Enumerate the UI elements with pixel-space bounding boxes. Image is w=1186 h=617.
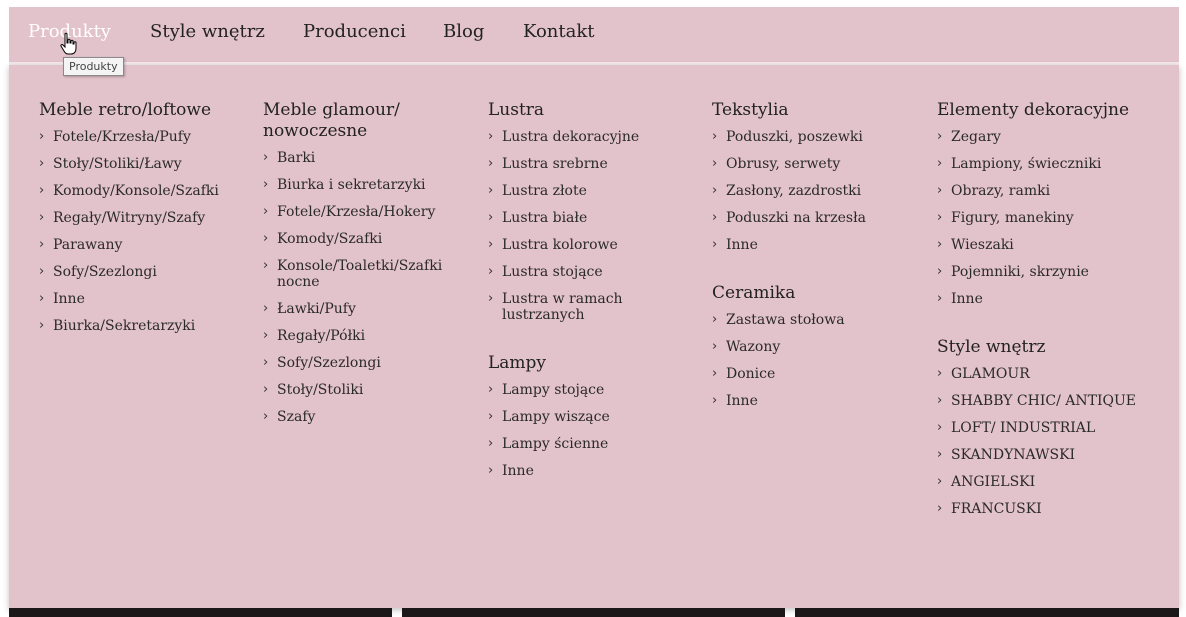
menu-link-label: Inne (53, 291, 85, 307)
menu-link-lustra-biale[interactable] (488, 210, 688, 226)
menu-link-inne[interactable] (712, 237, 912, 253)
hand-cursor-icon (59, 32, 79, 56)
chevron-right-icon: › (39, 318, 45, 333)
menu-link-label: Regały/Witryny/Szafy (53, 210, 206, 226)
menu-link-lampiony-swieczniki[interactable] (937, 156, 1137, 172)
chevron-right-icon: › (263, 382, 269, 397)
menu-link-label: Lustra stojące (502, 264, 603, 280)
chevron-right-icon: › (263, 204, 269, 219)
menu-link-regaly-witryny-szafy[interactable] (39, 210, 239, 226)
menu-link-label: Inne (726, 393, 758, 409)
menu-link-francuski[interactable] (937, 501, 1137, 517)
menu-link-label: Figury, manekiny (951, 210, 1074, 226)
nav-item-produkty[interactable]: Produkty (28, 21, 111, 42)
chevron-right-icon: › (488, 291, 494, 306)
nav-item-blog[interactable]: Blog (443, 21, 485, 42)
chevron-right-icon: › (263, 409, 269, 424)
menu-link-label: Fotele/Krzesła/Hokery (277, 204, 436, 220)
chevron-right-icon: › (263, 231, 269, 246)
chevron-right-icon: › (263, 355, 269, 370)
menu-link-label: Konsole/Toaletki/Szafki nocne (277, 258, 443, 290)
chevron-right-icon: › (937, 264, 943, 279)
chevron-right-icon: › (263, 301, 269, 316)
menu-group-lampy (488, 353, 688, 479)
menu-link-label: Donice (726, 366, 776, 382)
menu-link-lustra-w-ramach-lustrzanych[interactable] (488, 291, 688, 323)
nav-item-style-wnetrz[interactable]: Style wnętrz (150, 21, 265, 42)
menu-link-lustra-srebrne[interactable] (488, 156, 688, 172)
chevron-right-icon: › (937, 366, 943, 381)
chevron-right-icon: › (263, 258, 269, 273)
menu-link-label: Szafy (277, 409, 316, 425)
menu-link-label: FRANCUSKI (951, 501, 1042, 517)
menu-link-label: Komody/Szafki (277, 231, 383, 247)
chevron-right-icon: › (488, 129, 494, 144)
menu-link-sofy-szezlongi[interactable] (263, 355, 463, 371)
chevron-right-icon: › (39, 129, 45, 144)
menu-link-figury-manekiny[interactable] (937, 210, 1137, 226)
menu-link-sofy-szezlongi[interactable] (39, 264, 239, 280)
menu-link-lustra-stojace[interactable] (488, 264, 688, 280)
menu-link-label: Lustra białe (502, 210, 588, 226)
chevron-right-icon: › (712, 393, 718, 408)
nav-tooltip: Produkty (63, 57, 124, 76)
main-navigation (9, 7, 1179, 62)
chevron-right-icon: › (712, 183, 718, 198)
menu-link-konsole-toaletki-szafki-nocne[interactable] (263, 258, 463, 290)
menu-link-skandynawski[interactable] (937, 447, 1137, 463)
menu-link-label: Biurka i sekretarzyki (277, 177, 426, 193)
menu-group-lustra (488, 100, 688, 323)
menu-link-parawany[interactable] (39, 237, 239, 253)
chevron-right-icon: › (937, 156, 943, 171)
menu-link-label: Poduszki na krzesła (726, 210, 866, 226)
menu-link-label: Wieszaki (951, 237, 1014, 253)
chevron-right-icon: › (937, 501, 943, 516)
menu-link-label: Sofy/Szezlongi (277, 355, 381, 371)
menu-column-3 (488, 100, 688, 509)
chevron-right-icon: › (488, 463, 494, 478)
menu-link-label: Pojemniki, skrzynie (951, 264, 1089, 280)
chevron-right-icon: › (712, 366, 718, 381)
menu-link-label: SKANDYNAWSKI (951, 447, 1076, 463)
chevron-right-icon: › (263, 150, 269, 165)
menu-link-label: Lustra kolorowe (502, 237, 618, 253)
chevron-right-icon: › (39, 237, 45, 252)
menu-link-label: Inne (951, 291, 983, 307)
menu-group-title[interactable]: Meble glamour/ nowoczesne (263, 100, 400, 141)
menu-link-inne[interactable] (488, 463, 688, 479)
chevron-right-icon: › (937, 291, 943, 306)
menu-link-lustra-zlote[interactable] (488, 183, 688, 199)
menu-link-label: Stoły/Stoliki (277, 382, 364, 398)
menu-link-wieszaki[interactable] (937, 237, 1137, 253)
menu-link-donice[interactable] (712, 366, 912, 382)
chevron-right-icon: › (488, 183, 494, 198)
chevron-right-icon: › (39, 210, 45, 225)
menu-group-style-wnetrz (937, 337, 1137, 517)
chevron-right-icon: › (937, 183, 943, 198)
menu-group-title[interactable]: Lustra (488, 100, 545, 120)
nav-item-kontakt[interactable]: Kontakt (523, 21, 595, 42)
menu-link-inne[interactable] (39, 291, 239, 307)
chevron-right-icon: › (39, 264, 45, 279)
menu-link-label: Inne (726, 237, 758, 253)
menu-group-title[interactable]: Meble retro/loftowe (39, 100, 212, 120)
menu-link-label: Lustra dekoracyjne (502, 129, 640, 145)
menu-group-title[interactable]: Lampy (488, 353, 547, 373)
menu-link-label: Barki (277, 150, 316, 166)
menu-link-label: Ławki/Pufy (277, 301, 356, 317)
menu-link-label: Biurka/Sekretarzyki (53, 318, 196, 334)
menu-link-lampy-wiszace[interactable] (488, 409, 688, 425)
menu-link-label: Sofy/Szezlongi (53, 264, 157, 280)
menu-link-label: GLAMOUR (951, 366, 1030, 382)
menu-link-zastawa-stolowa[interactable] (712, 312, 912, 328)
chevron-right-icon: › (937, 420, 943, 435)
menu-group-meble-retro-loftowe (39, 100, 239, 334)
menu-link-komody-szafki[interactable] (263, 231, 463, 247)
menu-link-komody-konsole-szafki[interactable] (39, 183, 239, 199)
menu-link-biurka-i-sekretarzyki[interactable] (263, 177, 463, 193)
menu-link-label: Zasłony, zazdrostki (726, 183, 862, 199)
menu-column-1 (39, 100, 239, 364)
mega-menu-panel (9, 65, 1179, 608)
menu-link-lampy-scienne[interactable] (488, 436, 688, 452)
chevron-right-icon: › (488, 210, 494, 225)
menu-group-tekstylia (712, 100, 912, 253)
menu-link-label: Zastawa stołowa (726, 312, 845, 328)
menu-link-inne[interactable] (712, 393, 912, 409)
chevron-right-icon: › (712, 210, 718, 225)
menu-link-label: Parawany (53, 237, 123, 253)
menu-link-label: Fotele/Krzesła/Pufy (53, 129, 191, 145)
chevron-right-icon: › (488, 237, 494, 252)
menu-link-biurka-sekretarzyki[interactable] (39, 318, 239, 334)
chevron-right-icon: › (39, 183, 45, 198)
menu-link-label: Lampiony, świeczniki (951, 156, 1102, 172)
menu-link-poduszki-poszewki[interactable] (712, 129, 912, 145)
menu-link-wazony[interactable] (712, 339, 912, 355)
chevron-right-icon: › (937, 474, 943, 489)
menu-group-title[interactable]: Ceramika (712, 283, 796, 303)
menu-group-title[interactable]: Style wnętrz (937, 337, 1046, 357)
chevron-right-icon: › (488, 156, 494, 171)
menu-link-inne[interactable] (937, 291, 1137, 307)
menu-column-5 (937, 100, 1137, 547)
menu-group-elementy-dekoracyjne (937, 100, 1137, 307)
menu-link-glamour[interactable] (937, 366, 1137, 382)
menu-link-label: Wazony (726, 339, 781, 355)
menu-link-stoly-stoliki[interactable] (263, 382, 463, 398)
menu-link-fotele-krzesla-hokery[interactable] (263, 204, 463, 220)
menu-link-pojemniki-skrzynie[interactable] (937, 264, 1137, 280)
menu-link-obrazy-ramki[interactable] (937, 183, 1137, 199)
menu-link-zegary[interactable] (937, 129, 1137, 145)
chevron-right-icon: › (712, 312, 718, 327)
menu-link-szafy[interactable] (263, 409, 463, 425)
chevron-right-icon: › (263, 328, 269, 343)
menu-link-label: LOFT/ INDUSTRIAL (951, 420, 1096, 436)
menu-link-label: Inne (502, 463, 534, 479)
menu-link-label: Poduszki, poszewki (726, 129, 863, 145)
menu-link-label: ANGIELSKI (951, 474, 1036, 490)
nav-item-producenci[interactable]: Producenci (303, 21, 406, 42)
menu-link-label: SHABBY CHIC/ ANTIQUE (951, 393, 1136, 409)
chevron-right-icon: › (263, 177, 269, 192)
chevron-right-icon: › (937, 129, 943, 144)
menu-link-lawki-pufy[interactable] (263, 301, 463, 317)
bottom-banner-2 (402, 608, 785, 617)
chevron-right-icon: › (937, 447, 943, 462)
chevron-right-icon: › (937, 210, 943, 225)
menu-link-lustra-dekoracyjne[interactable] (488, 129, 688, 145)
menu-group-title[interactable]: Elementy dekoracyjne (937, 100, 1130, 120)
menu-group-meble-glamour-nowoczesne (263, 100, 463, 425)
menu-link-stoly-stoliki-lawy[interactable] (39, 156, 239, 172)
menu-link-label: Lampy wiszące (502, 409, 610, 425)
chevron-right-icon: › (488, 264, 494, 279)
menu-link-lampy-stojace[interactable] (488, 382, 688, 398)
menu-link-label: Lampy stojące (502, 382, 605, 398)
bottom-banner-1 (9, 608, 392, 617)
chevron-right-icon: › (488, 409, 494, 424)
menu-column-4 (712, 100, 912, 439)
menu-link-zaslony-zazdrostki[interactable] (712, 183, 912, 199)
menu-link-label: Lustra w ramach lustrzanych (502, 291, 623, 323)
chevron-right-icon: › (937, 237, 943, 252)
menu-link-label: Obrazy, ramki (951, 183, 1051, 199)
chevron-right-icon: › (712, 237, 718, 252)
menu-link-label: Lustra srebrne (502, 156, 608, 172)
chevron-right-icon: › (488, 382, 494, 397)
chevron-right-icon: › (937, 393, 943, 408)
menu-column-2 (263, 100, 463, 455)
menu-link-label: Zegary (951, 129, 1001, 145)
menu-link-shabby-chic-antique[interactable] (937, 393, 1137, 409)
menu-link-fotele-krzesla-pufy[interactable] (39, 129, 239, 145)
chevron-right-icon: › (488, 436, 494, 451)
menu-link-angielski[interactable] (937, 474, 1137, 490)
chevron-right-icon: › (712, 339, 718, 354)
bottom-banner-3 (795, 608, 1179, 617)
menu-link-obrusy-serwety[interactable] (712, 156, 912, 172)
menu-link-poduszki-na-krzesla[interactable] (712, 210, 912, 226)
menu-group-title[interactable]: Tekstylia (712, 100, 789, 120)
menu-link-label: Lustra złote (502, 183, 587, 199)
menu-link-loft-industrial[interactable] (937, 420, 1137, 436)
menu-link-barki[interactable] (263, 150, 463, 166)
chevron-right-icon: › (39, 156, 45, 171)
menu-link-label: Stoły/Stoliki/Ławy (53, 156, 182, 172)
menu-link-label: Lampy ścienne (502, 436, 609, 452)
chevron-right-icon: › (712, 156, 718, 171)
menu-link-regaly-polki[interactable] (263, 328, 463, 344)
menu-link-label: Regały/Półki (277, 328, 366, 344)
menu-link-lustra-kolorowe[interactable] (488, 237, 688, 253)
chevron-right-icon: › (712, 129, 718, 144)
menu-link-label: Obrusy, serwety (726, 156, 841, 172)
menu-group-ceramika (712, 283, 912, 409)
menu-link-label: Komody/Konsole/Szafki (53, 183, 219, 199)
chevron-right-icon: › (39, 291, 45, 306)
